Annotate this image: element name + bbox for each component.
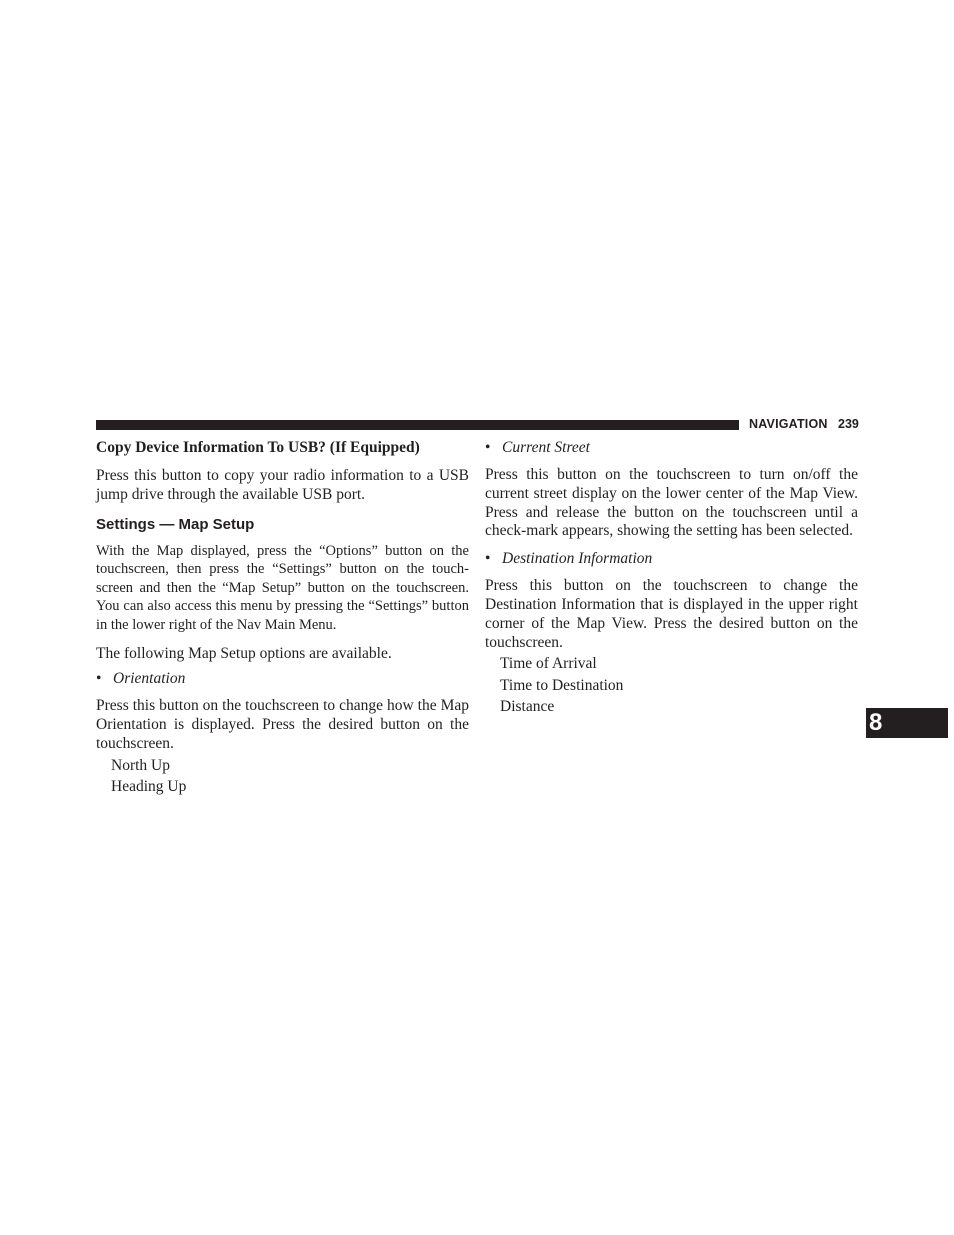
option-heading-up: Heading Up	[111, 778, 187, 796]
paragraph-current-street: Press this button on the touchscreen to turn on/off the current street display on the lower center of the Map View. Press and release the button on the touchscreen until a check-mark appears, showing the setting has been selected.	[485, 466, 858, 540]
bullet-dot: •	[96, 670, 102, 688]
option-distance: Distance	[500, 698, 555, 716]
paragraph-options-available: The following Map Setup options are available.	[96, 644, 392, 662]
bullet-dot: •	[485, 439, 491, 456]
bullet-destination-info-label: Destination Information	[502, 550, 653, 568]
paragraph-copy-device-info: Press this button to copy your radio information to a USB jump drive through the available USB port.	[96, 467, 469, 503]
page-number: 239	[838, 417, 859, 431]
chapter-tab	[866, 708, 948, 738]
section-title: NAVIGATION	[749, 417, 828, 431]
paragraph-destination-info: Press this button on the touchscreen to change the Destination Information that is displayed in the upper right corner of the Map View. Press the desired button on the touchscreen.	[485, 577, 858, 651]
heading-settings-map-setup: Settings — Map Setup	[96, 515, 255, 533]
right-column	[485, 438, 858, 718]
option-north-up: North Up	[111, 756, 170, 774]
bullet-destination-info	[485, 549, 858, 568]
heading-copy-device-info: Copy Device Information To USB? (If Equipped)	[96, 439, 420, 456]
bullet-dot: •	[485, 550, 491, 568]
bullet-orientation-label: Orientation	[113, 670, 186, 688]
chapter-number: 8	[869, 709, 883, 736]
header-rule	[96, 420, 739, 430]
bullet-orientation	[96, 669, 469, 688]
paragraph-orientation: Press this button on the touchscreen to change how the Map Orientation is displayed. Press the desired button on the touchscreen.	[96, 697, 469, 752]
bullet-current-street-label: Current Street	[502, 439, 590, 456]
option-time-to-destination: Time to Destination	[500, 676, 624, 694]
paragraph-settings-access: With the Map displayed, press the “Options” button on the touchscreen, then press the “Settings” button on the touch-screen and then the “Map Setup” button on the touchscreen. You can also access this menu by pressing the “Settings” button in the lower right of the Nav Main Menu.	[96, 542, 469, 633]
left-column	[96, 438, 469, 798]
option-time-of-arrival: Time of Arrival	[500, 655, 597, 673]
bullet-current-street	[485, 438, 858, 457]
